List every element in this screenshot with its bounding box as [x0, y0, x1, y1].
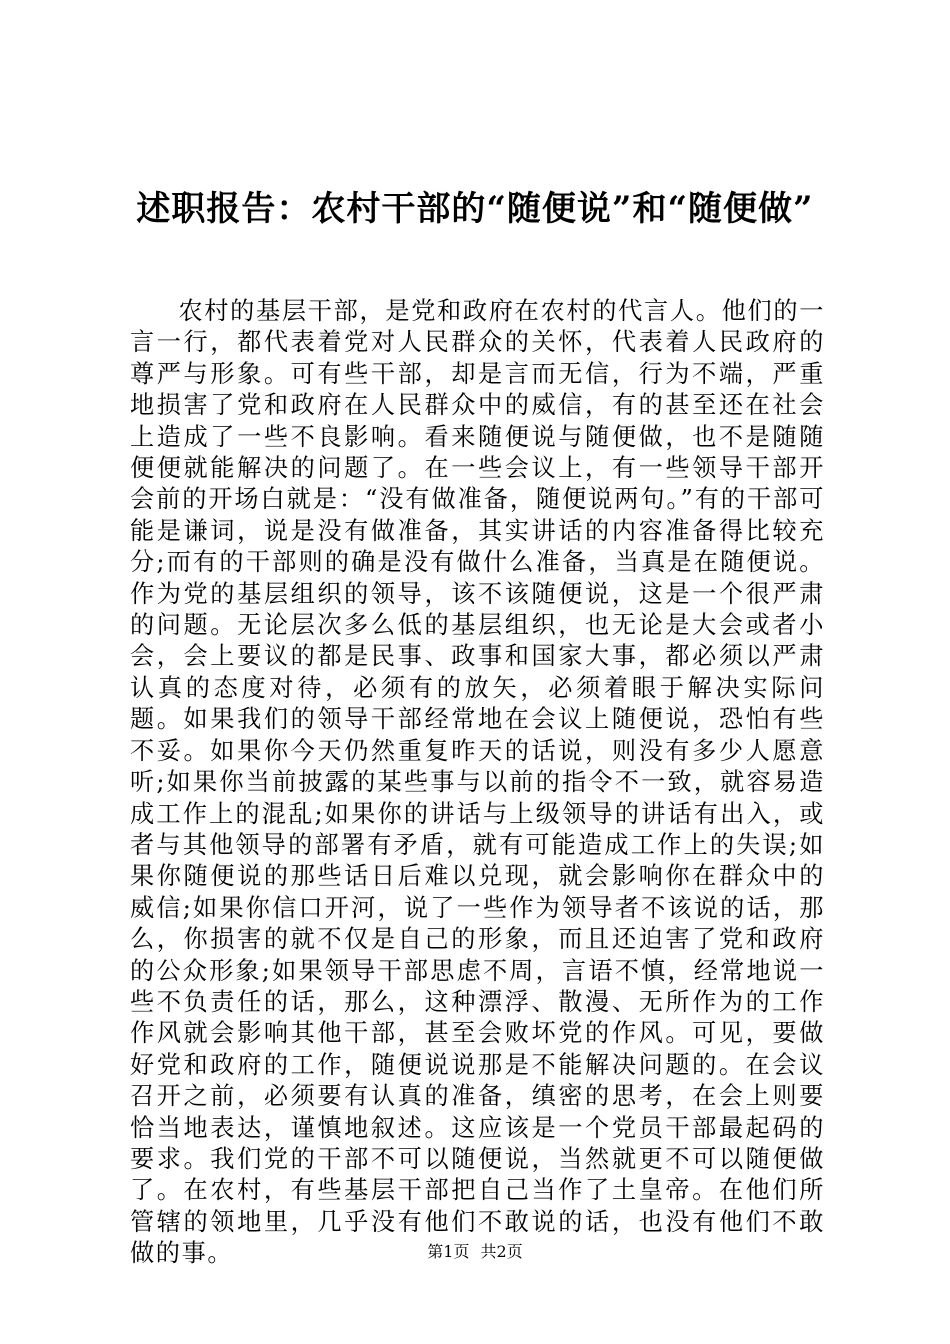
page-footer: 第1页 共2页: [427, 1242, 523, 1261]
body-paragraph: 农村的基层干部，是党和政府在农村的代言人。他们的一言一行，都代表着党对人民群众的关怀，代表着人民政府的尊严与形象。可有些干部，却是言而无信，行为不端，严重地损害了党和政府在人民群众中的威信，有的甚至还在社会上造成了一些不良影响。看来随便说与随便做，也不是随随便便就能解决的问题了。在一些会议上，有一些领导干部开会前的开场白就是：“没有做准备，随便说两句。”有的干部可能是谦词，说是没有做准备，其实讲话的内容准备得比较充分;而有的干部则的确是没有做什么准备，当真是在随便说。作为党的基层组织的领导，该不该随便说，这是一个很严肃的问题。无论层次多么低的基层组织，也无论是大会或者小会，会上要议的都是民事、政事和国家大事，都必须以严肃认真的态度对待，必须有的放矢，必须着眼于解决实际问题。如果我们的领导干部经常地在会议上随便说，恐怕有些不妥。如果你今天仍然重复昨天的话说，则没有多少人愿意听;如果你当前披露的某些事与以前的指令不一致，就容易造成工作上的混乱;如果你的讲话与上级领导的讲话有出入，或者与其他领导的部署有矛盾，就有可能造成工作上的失误;如果你随便说的那些话日后难以兑现，就会影响你在群众中的威信;如果你信口开河，说了一些作为领导者不该说的话，那么，你损害的就不仅是自己的形象，而且还迫害了党和政府的公众形象;如果领导干部思虑不周，言语不慎，经常地说一些不负责任的话，那么，这种漂浮、散漫、无所作为的工作作风就会影响其他干部，甚至会败坏党的作风。可见，要做好党和政府的工作，随便说说那是不能解决问题的。在会议召开之前，必须要有认真的准备，缜密的思考，在会上则要恰当地表达，谨慎地叙述。这应该是一个党员干部最起码的要求。我们党的干部不可以随便说，当然就更不可以随便做了。在农村，有些基层干部把自己当作了土皇帝。在他们所管辖的领地里，几乎没有他们不敢说的话，也没有他们不敢做的事。: [130, 297, 825, 1268]
document-title: 述职报告：农村干部的“随便说”和“随便做”: [136, 189, 814, 229]
